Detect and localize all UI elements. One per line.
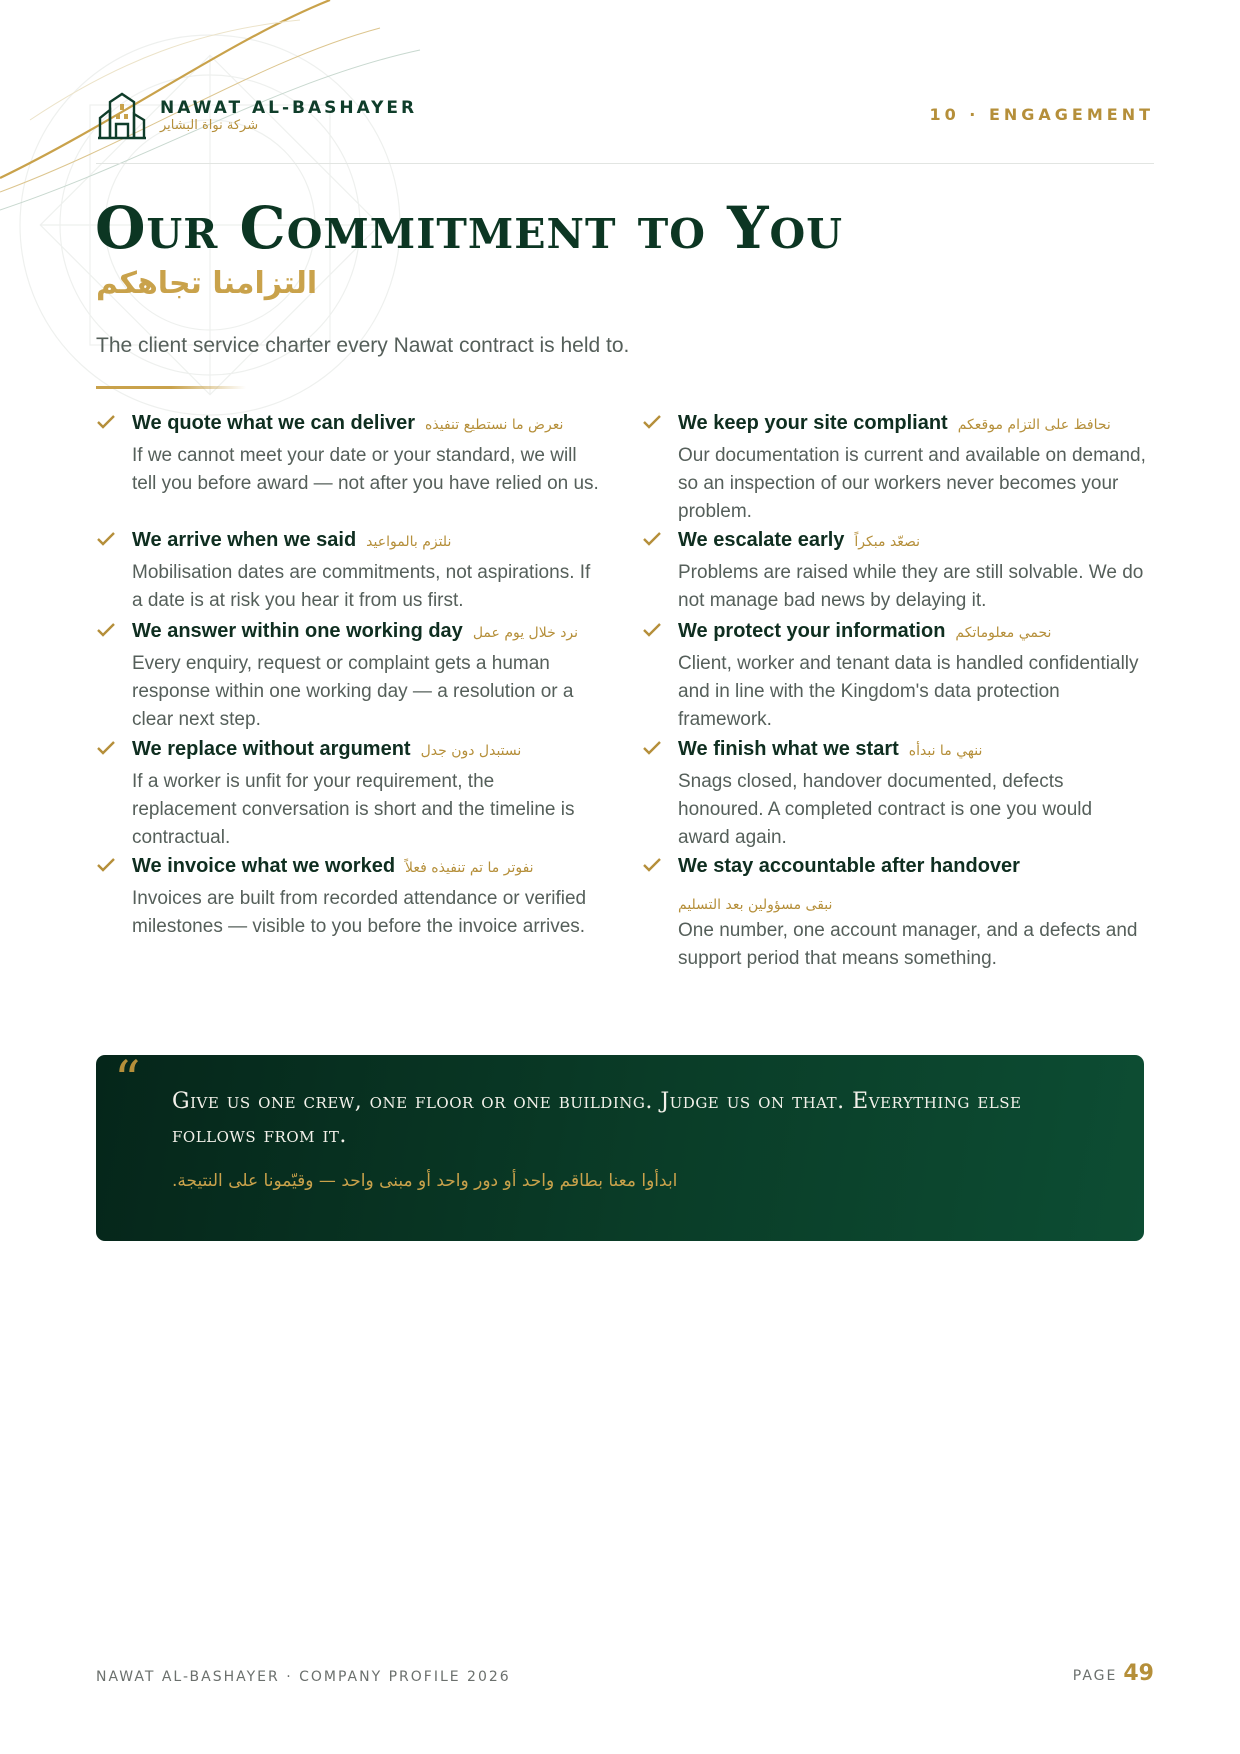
building-logo-icon	[96, 92, 148, 140]
footer-page	[1073, 1661, 1154, 1686]
commitment-description: Client, worker and tenant data is handled confidentially and in line with the Kingdom's data protection framework.	[678, 653, 1139, 730]
commitment-title	[132, 410, 602, 438]
footer-company: NAWAT AL-BASHAYER · COMPANY PROFILE 2026	[96, 1669, 511, 1685]
checkmark-icon	[642, 622, 662, 638]
commitment-title	[678, 527, 1148, 555]
commitment-title	[678, 853, 1148, 879]
checkmark-icon	[96, 414, 116, 430]
commitment-item	[642, 618, 1148, 736]
commitment-title-text: We escalate early	[678, 529, 845, 551]
commitment-title-arabic: نعرض ما نستطيع تنفيذه	[425, 417, 564, 433]
commitment-description: Problems are raised while they are still solvable. We do not manage bad news by delaying it.	[678, 562, 1144, 611]
page-label: PAGE	[1072, 1668, 1118, 1684]
commitment-title	[132, 853, 602, 881]
commitment-title-text: We protect your information	[678, 620, 946, 642]
commitments-right-column	[642, 410, 1148, 973]
brand-name-arabic: شركة نواة البشاير	[160, 118, 259, 133]
commitment-title-arabic: نبقى مسؤولين بعد التسليم	[678, 897, 833, 913]
checkmark-icon	[96, 857, 116, 873]
checkmark-icon	[642, 414, 662, 430]
commitment-item	[96, 527, 602, 618]
commitment-title	[132, 618, 602, 646]
intro-divider	[96, 386, 246, 389]
brand-name: NAWAT AL-BASHAYER	[160, 98, 418, 118]
quote-text-arabic: ابدأوا معنا بطاقم واحد أو دور واحد أو مبنى واحد — وقيّمونا على النتيجة.	[172, 1171, 678, 1191]
commitment-item	[96, 736, 602, 853]
commitment-description: Every enquiry, request or complaint gets a human response within one working day — a resolution or a clear next step.	[132, 653, 574, 730]
quote-mark-icon: “	[114, 1055, 141, 1111]
header-divider	[96, 163, 1154, 164]
commitment-title-arabic: نرد خلال يوم عمل	[472, 625, 579, 641]
commitment-title-arabic: ننهي ما نبدأه	[908, 743, 983, 759]
commitment-item	[96, 618, 602, 736]
commitment-title-arabic: نلتزم بالمواعيد	[366, 534, 452, 550]
page-number: 49	[1123, 1661, 1154, 1686]
quote-text: Give us one crew, one floor or one building. Judge us on that. Everything else follows from it.	[172, 1089, 1022, 1148]
commitment-title	[132, 527, 602, 555]
commitment-description: If a worker is unfit for your requirement, the replacement conversation is short and the timeline is contractual.	[132, 771, 575, 848]
page-title: Our Commitment to You	[95, 194, 843, 262]
quote-callout	[96, 1055, 1144, 1241]
commitment-description: Invoices are built from recorded attendance or verified milestones — visible to you before the invoice arrives.	[132, 888, 587, 937]
commitment-title-text: We finish what we start	[678, 738, 899, 760]
commitment-title	[678, 618, 1148, 646]
brand	[96, 92, 417, 140]
commitment-title-arabic: نحافظ على التزام موقعكم	[957, 417, 1111, 433]
commitment-description: If we cannot meet your date or your standard, we will tell you before award — not after you have relied on us.	[132, 445, 599, 494]
commitment-title-text: We stay accountable after handover	[678, 855, 1020, 877]
commitment-item	[96, 853, 602, 970]
commitment-title-arabic: نصعّد مبكراً	[854, 534, 921, 550]
checkmark-icon	[96, 622, 116, 638]
commitment-title	[678, 410, 1148, 438]
commitment-description: Our documentation is current and available on demand, so an inspection of our workers never becomes your problem.	[678, 445, 1146, 522]
section-tag: 10 · ENGAGEMENT	[929, 105, 1154, 124]
commitment-item	[642, 410, 1148, 527]
intro-text: The client service charter every Nawat contract is held to.	[96, 334, 630, 357]
page-title-arabic: التزامنا تجاهكم	[96, 266, 318, 301]
commitment-title-text: We invoice what we worked	[132, 855, 396, 877]
commitment-title	[132, 736, 602, 764]
commitment-description: One number, one account manager, and a defects and support period that means something.	[678, 920, 1138, 969]
commitments-left-column	[96, 410, 602, 970]
commitment-description: Snags closed, handover documented, defects honoured. A completed contract is one you would award again.	[678, 771, 1093, 848]
commitment-item	[642, 853, 1148, 973]
checkmark-icon	[96, 740, 116, 756]
commitment-title-text: We answer within one working day	[132, 620, 463, 642]
commitment-title	[678, 736, 1148, 764]
commitment-title-text: We quote what we can deliver	[132, 412, 416, 434]
commitment-description: Mobilisation dates are commitments, not aspirations. If a date is at risk you hear it from us first.	[132, 562, 591, 611]
commitment-item	[642, 527, 1148, 618]
commitment-title-arabic: نحمي معلوماتكم	[955, 625, 1052, 641]
commitment-title-text: We keep your site compliant	[678, 412, 948, 434]
commitment-title-arabic: نفوتر ما تم تنفيذه فعلاً	[405, 860, 534, 876]
checkmark-icon	[642, 740, 662, 756]
commitment-item	[96, 410, 602, 527]
checkmark-icon	[642, 857, 662, 873]
checkmark-icon	[96, 531, 116, 547]
commitment-title-text: We replace without argument	[132, 738, 411, 760]
checkmark-icon	[642, 531, 662, 547]
commitment-title-text: We arrive when we said	[132, 529, 357, 551]
commitment-title-arabic: نستبدل دون جدل	[420, 743, 522, 759]
commitment-item	[642, 736, 1148, 853]
